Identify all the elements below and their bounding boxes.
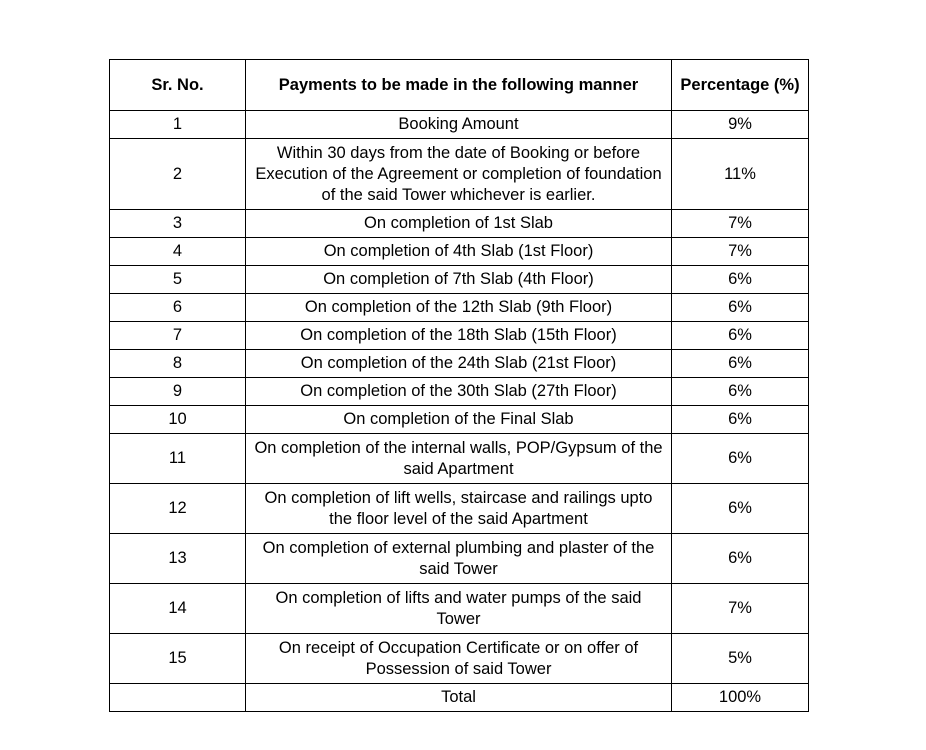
percentage-cell: 6% bbox=[672, 322, 809, 350]
sr-no-cell: 1 bbox=[110, 111, 246, 139]
payment-description-cell: Within 30 days from the date of Booking or before Execution of the Agreement or completion of foundation of the said Tower whichever is earlier. bbox=[246, 139, 672, 210]
percentage-cell: 7% bbox=[672, 584, 809, 634]
table-row bbox=[110, 584, 809, 634]
table-row bbox=[110, 238, 809, 266]
table-row bbox=[110, 294, 809, 322]
sr-no-cell: 13 bbox=[110, 534, 246, 584]
percentage-cell: 6% bbox=[672, 434, 809, 484]
percentage-cell: 9% bbox=[672, 111, 809, 139]
table-row bbox=[110, 350, 809, 378]
sr-no-cell: 4 bbox=[110, 238, 246, 266]
sr-no-cell: 2 bbox=[110, 139, 246, 210]
sr-no-cell: 3 bbox=[110, 210, 246, 238]
table-row bbox=[110, 484, 809, 534]
percentage-cell: 6% bbox=[672, 378, 809, 406]
payment-description-cell: On completion of the 24th Slab (21st Floor) bbox=[246, 350, 672, 378]
payment-description-cell: On completion of 4th Slab (1st Floor) bbox=[246, 238, 672, 266]
table-row bbox=[110, 434, 809, 484]
percentage-cell: 5% bbox=[672, 634, 809, 684]
percentage-cell: 6% bbox=[672, 294, 809, 322]
percentage-cell: 6% bbox=[672, 266, 809, 294]
payment-description-cell: On completion of the 18th Slab (15th Floor) bbox=[246, 322, 672, 350]
payment-description-cell: On completion of external plumbing and plaster of the said Tower bbox=[246, 534, 672, 584]
header-row bbox=[110, 60, 809, 111]
sr-no-cell: 6 bbox=[110, 294, 246, 322]
payment-description-cell: On completion of the 12th Slab (9th Floor) bbox=[246, 294, 672, 322]
table-row bbox=[110, 406, 809, 434]
table-row bbox=[110, 534, 809, 584]
percentage-cell: 7% bbox=[672, 238, 809, 266]
sr-no-cell: 5 bbox=[110, 266, 246, 294]
payment-description-cell: On receipt of Occupation Certificate or on offer of Possession of said Tower bbox=[246, 634, 672, 684]
percentage-cell: 7% bbox=[672, 210, 809, 238]
percentage-cell: 11% bbox=[672, 139, 809, 210]
header-payments: Payments to be made in the following manner bbox=[246, 60, 672, 111]
table-row bbox=[110, 210, 809, 238]
payment-description-cell: On completion of lift wells, staircase and railings upto the floor level of the said Apartment bbox=[246, 484, 672, 534]
table-row bbox=[110, 322, 809, 350]
sr-no-cell: 14 bbox=[110, 584, 246, 634]
table-row bbox=[110, 634, 809, 684]
sr-no-cell: 7 bbox=[110, 322, 246, 350]
payment-description-cell: Booking Amount bbox=[246, 111, 672, 139]
sr-no-cell: 9 bbox=[110, 378, 246, 406]
payment-description-cell: On completion of the 30th Slab (27th Floor) bbox=[246, 378, 672, 406]
table-row bbox=[110, 111, 809, 139]
header-percentage: Percentage (%) bbox=[672, 60, 809, 111]
percentage-cell: 6% bbox=[672, 406, 809, 434]
payment-schedule-table bbox=[109, 59, 809, 712]
sr-no-cell: 15 bbox=[110, 634, 246, 684]
table-row bbox=[110, 266, 809, 294]
total-label-cell: Total bbox=[246, 684, 672, 712]
header-sr-no: Sr. No. bbox=[110, 60, 246, 111]
percentage-cell: 6% bbox=[672, 350, 809, 378]
table-row bbox=[110, 139, 809, 210]
payment-description-cell: On completion of 7th Slab (4th Floor) bbox=[246, 266, 672, 294]
percentage-cell: 6% bbox=[672, 484, 809, 534]
payment-description-cell: On completion of lifts and water pumps of the said Tower bbox=[246, 584, 672, 634]
sr-no-cell: 11 bbox=[110, 434, 246, 484]
table-row bbox=[110, 378, 809, 406]
payment-description-cell: On completion of the internal walls, POP/Gypsum of the said Apartment bbox=[246, 434, 672, 484]
total-percentage-cell: 100% bbox=[672, 684, 809, 712]
sr-no-cell: 12 bbox=[110, 484, 246, 534]
payment-description-cell: On completion of 1st Slab bbox=[246, 210, 672, 238]
payment-description-cell: On completion of the Final Slab bbox=[246, 406, 672, 434]
percentage-cell: 6% bbox=[672, 534, 809, 584]
total-row bbox=[110, 684, 809, 712]
sr-no-cell: 8 bbox=[110, 350, 246, 378]
total-sr-no-cell bbox=[110, 684, 246, 712]
sr-no-cell: 10 bbox=[110, 406, 246, 434]
